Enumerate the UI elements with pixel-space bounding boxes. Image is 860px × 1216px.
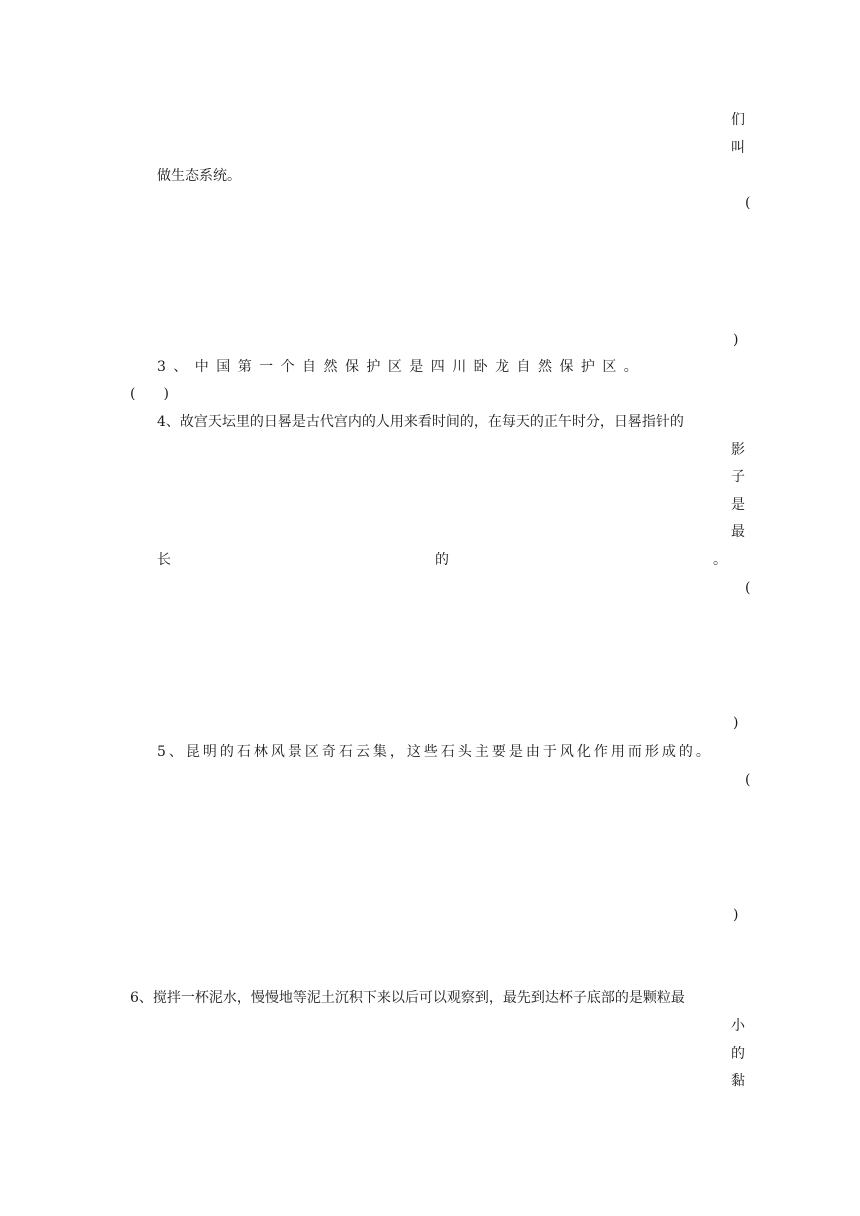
q4-word-chang: 长	[157, 552, 171, 568]
q4-paren-open: (	[745, 580, 751, 596]
q2-paren-close: )	[733, 332, 739, 348]
q2-char-jiao: 叫	[731, 140, 745, 156]
q3-statement: 3 、 中 国 第 一 个 自 然 保 护 区 是 四 川 卧 龙 自 然 保 护 区 。	[157, 359, 638, 375]
q2-char-men: 们	[731, 112, 745, 128]
q6-char-xiao: 小	[731, 1018, 745, 1034]
q6-statement-line1: 6、搅拌一杯泥水，慢慢地等泥土沉积下来以后可以观察到，最先到达杯子底部的是颗粒最	[130, 990, 685, 1006]
q6-char-de: 的	[731, 1046, 745, 1062]
q5-paren-open: (	[745, 772, 751, 788]
q4-paren-close: )	[733, 715, 739, 731]
q6-char-nian: 黏	[731, 1073, 745, 1089]
q2-line-end: 做生态系统。	[157, 168, 241, 184]
q4-char-ying: 影	[731, 442, 745, 458]
q4-period: 。	[713, 552, 727, 568]
q3-answer-paren: ( )	[130, 386, 169, 402]
q4-char-shi: 是	[731, 497, 745, 513]
q5-paren-close: )	[733, 907, 739, 923]
q4-word-de: 的	[435, 552, 449, 568]
q4-char-zui: 最	[731, 524, 745, 540]
q4-statement-line1: 4、故宫天坛里的日晷是古代宫内的人用来看时间的，在每天的正午时分，日晷指针的	[157, 414, 684, 430]
q5-statement: 5、昆明的石林风景区奇石云集，这些石头主要是由于风化作用而形成的。	[157, 744, 713, 760]
q2-paren-open: (	[745, 195, 751, 211]
q4-char-zi: 子	[731, 469, 745, 485]
